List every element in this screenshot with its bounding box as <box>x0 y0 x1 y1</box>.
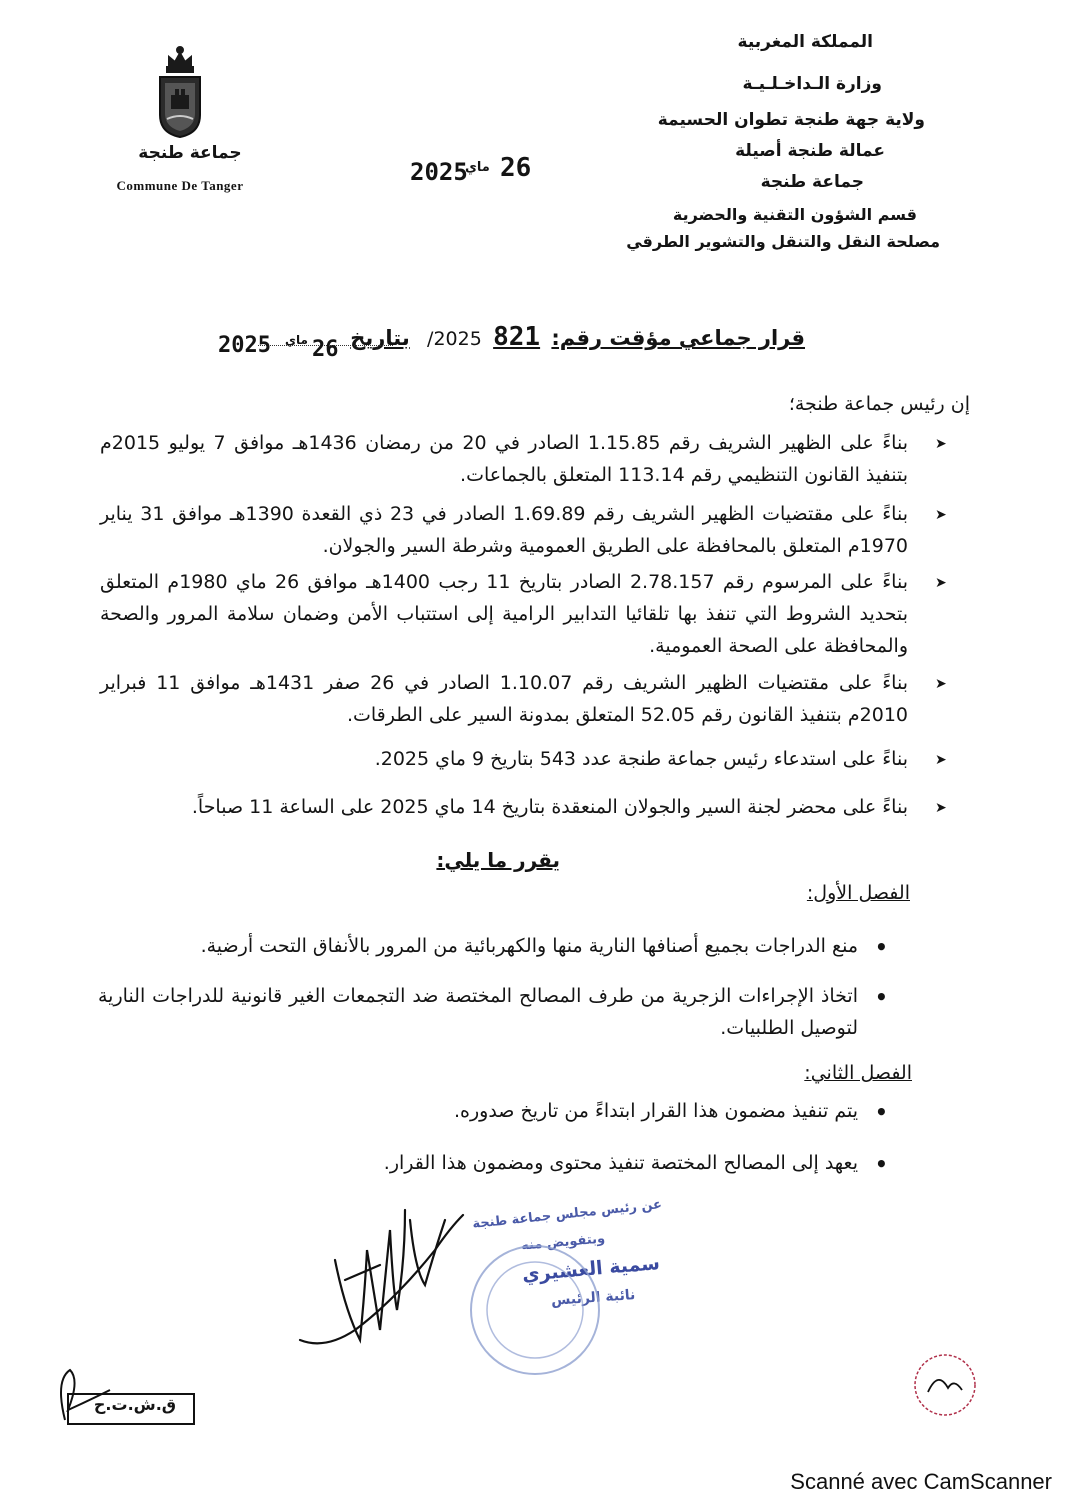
header-wilaya: ولاية جهة طنجة تطوان الحسيمة <box>657 110 925 130</box>
signatory-role: نائبة الرئيس <box>550 1287 636 1309</box>
handwritten-signature-icon <box>285 1190 485 1360</box>
commune-logo-block <box>95 45 265 195</box>
dot-bullet-icon: • <box>875 1100 888 1124</box>
logo-commune-arabic: جماعة طنجة <box>138 143 242 163</box>
intro-line: إن رئيس جماعة طنجة؛ <box>788 393 970 415</box>
section-2-heading: الفصل الثاني: <box>804 1062 912 1084</box>
consideration-item: بناءً على محضر لجنة السير والجولان المنعقدة بتاريخ 14 ماي 2025 على الساعة 11 صباحاً. <box>191 796 908 818</box>
decision-date-month: ماي <box>285 333 308 347</box>
header-kingdom: المملكة المغربية <box>737 32 873 52</box>
decision-year-sep: 2025/ <box>427 328 482 350</box>
section-2-item: يتم تنفيذ مضمون هذا القرار ابتداءً من تاريخ صدوره. <box>453 1100 858 1122</box>
section-2-item: يعهد إلى المصالح المختصة تنفيذ محتوى ومضمون هذا القرار. <box>383 1152 858 1174</box>
date-stamp-day: 26 <box>500 153 532 183</box>
section-1-item: اتخاذ الإجراءات الزجرية من طرف المصالح المختصة ضد التجمعات الغير قانونية للدراجات النارية لتوصيل الطلبيات. <box>98 985 858 1039</box>
commune-crest-icon <box>95 45 265 145</box>
signature-delegation-line: عن رئيس مجلس جماعة طنجة <box>471 1197 663 1232</box>
decision-date-day: 26 <box>312 337 339 362</box>
dot-bullet-icon: • <box>875 985 888 1009</box>
arrow-bullet-icon: ➤ <box>935 575 947 591</box>
consideration-item: بناءً على مقتضيات الظهير الشريف رقم 1.10.07 الصادر في 26 صفر 1431هـ موافق 11 فبراير 2010م بتنفيذ القانون رقم 52.05 المتعلق بمدونة السير على الطرقات. <box>100 672 908 726</box>
header-prefecture: عمالة طنجة أصيلة <box>735 141 885 161</box>
date-stamp-year: 2025 <box>410 158 468 186</box>
arrow-bullet-icon: ➤ <box>935 800 947 816</box>
arrow-bullet-icon: ➤ <box>935 676 947 692</box>
arrow-bullet-icon: ➤ <box>935 507 947 523</box>
header-ministry: وزارة الـداخـلـيـة <box>742 74 882 94</box>
scanner-watermark: Scanné avec CamScanner <box>790 1469 1052 1494</box>
consideration-item: بناءً على استدعاء رئيس جماعة طنجة عدد 543 بتاريخ 9 ماي 2025. <box>374 748 908 770</box>
consideration-item: بناءً على المرسوم رقم 2.78.157 الصادر بتاريخ 11 رجب 1400هـ موافق 26 ماي 1980م المتعلق بتحديد الشروط التي تنفذ بها تلقائيا التدابير الرامية إلى استتباب الأمن وضمان سلامة المرور والصحة والمحافظة على الصحة العمومية. <box>100 571 908 657</box>
red-initial-stamp-icon <box>910 1350 980 1420</box>
decision-date-label: بتاريخ <box>350 326 410 350</box>
logo-commune-french: Commune De Tanger <box>116 178 244 193</box>
signature-delegation-line2: وبتفويض منه <box>520 1231 606 1254</box>
header-service: مصلحة النقل والتنقل والتشوير الطرقي <box>626 232 940 251</box>
header-division: قسم الشؤون التقنية والحضرية <box>672 205 917 224</box>
date-stamp-month: ماي <box>465 160 490 175</box>
decision-title <box>350 322 805 352</box>
arrow-bullet-icon: ➤ <box>935 752 947 768</box>
initials-text: ق.ش.ت.ح <box>93 1395 177 1414</box>
signatory-name: سمية العشيري <box>521 1252 661 1286</box>
decision-title-label: قرار جماعي مؤقت رقم: <box>551 326 805 350</box>
section-1-item: منع الدراجات بجميع أصنافها النارية منها والكهربائية من المرور بالأنفاق التحت أرضية. <box>200 935 858 957</box>
dot-bullet-icon: • <box>875 935 888 959</box>
dot-bullet-icon: • <box>875 1152 888 1176</box>
header-commune: جماعة طنجة <box>760 172 864 192</box>
section-1-heading: الفصل الأول: <box>806 882 910 904</box>
consideration-item: بناءً على الظهير الشريف رقم 1.15.85 الصادر في 20 من رمضان 1436هـ موافق 7 يوليو 2015م بتنفيذ القانون التنظيمي رقم 113.14 المتعلق بالجماعات. <box>100 432 908 486</box>
decision-number: 821 <box>493 322 541 352</box>
decision-date-year: 2025 <box>218 333 271 358</box>
arrow-bullet-icon: ➤ <box>935 436 947 452</box>
decides-heading: يقرر ما يلي: <box>436 848 560 872</box>
consideration-item: بناءً على مقتضيات الظهير الشريف رقم 1.69.89 الصادر في 23 ذي القعدة 1390هـ موافق 31 يناير 1970م المتعلق بالمحافظة على الطريق العمومية وشرطة السير والجولان. <box>100 503 908 557</box>
